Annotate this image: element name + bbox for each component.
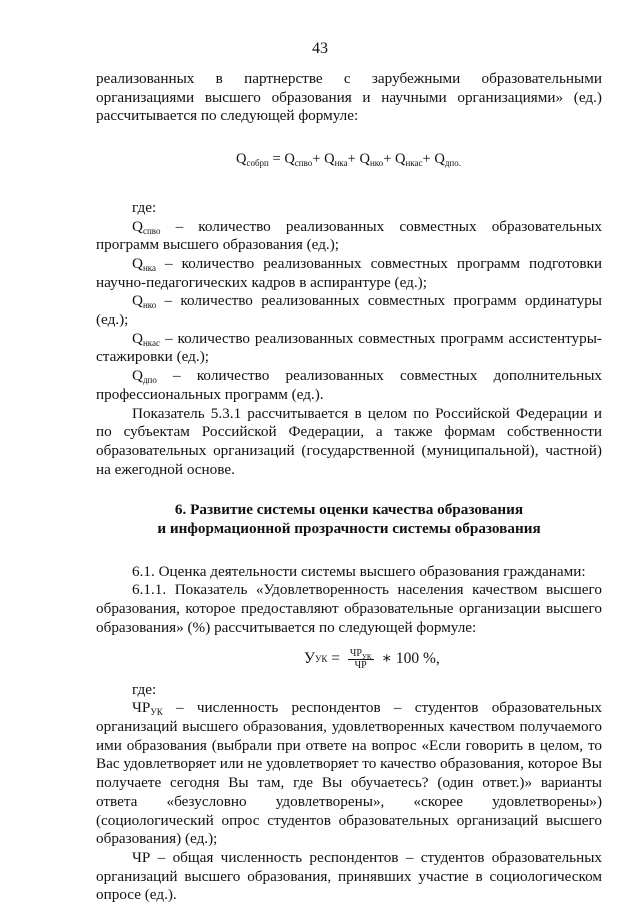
definition-text: – количество реализованных совместных программ подготовки научно-педагогических кадров в аспирантуре (ед.); — [96, 254, 602, 291]
document-body — [96, 70, 602, 905]
definition-symbol-sub: нка — [142, 262, 157, 273]
definition-symbol: Q — [132, 254, 143, 272]
definition-symbol: Q — [132, 367, 143, 385]
formula2-eq: = — [327, 649, 344, 667]
definition-symbol-sub: нкас — [142, 337, 161, 348]
definition-q-nko — [96, 292, 602, 329]
formula-term-sub: нкас — [405, 158, 423, 169]
formula-term-sub: нко — [369, 158, 384, 169]
formula-lhs-sub: собрп — [246, 158, 269, 169]
definition-text: – количество реализованных совместных программ ассистентуры-стажировки (ед.); — [96, 329, 602, 366]
formula-term: Q — [324, 151, 335, 168]
formula-term-sub: нка — [334, 158, 348, 169]
where-label-2: где: — [132, 680, 157, 698]
formula2-numerator — [348, 648, 374, 660]
section-heading-line2: и информационной прозрачности системы образования — [157, 520, 541, 538]
definition-symbol: ЧР — [132, 699, 151, 717]
paragraph-6-1-1: 6.1.1. Показатель «Удовлетворенность населения качеством высшего образования, которое предоставляют образовательные организации высшего образования» (%) рассчитывается по следующей формуле: — [96, 581, 602, 636]
formula2-num-sub: УК — [361, 652, 372, 661]
definition-q-spvo — [96, 218, 602, 255]
definition-symbol-sub: УК — [150, 707, 163, 718]
formula-term: Q — [359, 151, 370, 168]
definition-symbol-sub: нко — [142, 300, 157, 311]
formula-q-sobrp — [96, 150, 602, 169]
formula-term: Q — [284, 151, 295, 168]
definition-symbol: Q — [132, 292, 143, 310]
where-label: где: — [132, 198, 157, 216]
spacer — [96, 539, 602, 563]
formula-term: Q — [434, 151, 445, 168]
formula2-denominator: ЧР — [354, 659, 367, 671]
formula-eq: = — [268, 151, 285, 168]
definition-text: – численность респондентов – студентов образовательных организаций высшего образования, удовлетворенных качеством получаемого ими образования (выбрали при ответе на вопрос «Если говорить в целом, то Вас удовлетворяет или не удовлетворяет то качество образования, которое Вы получаете сегодня Вы там, где Вы обучаетесь? (один ответ.)» варианты ответа «безусловно удовлетворены», «скорее удовлетворены») (социологический опрос студентов образовательных организаций высшего образования) (ед.); — [96, 699, 602, 848]
formula-plus: + — [422, 151, 435, 168]
definition-symbol-sub: спво — [142, 225, 161, 236]
formula-plus: + — [347, 151, 360, 168]
formula-lhs: Q — [236, 151, 247, 168]
definition-q-dpo — [96, 367, 602, 404]
definition-symbol: Q — [132, 217, 143, 235]
page-number: 43 — [312, 40, 328, 57]
formula2-fraction — [348, 648, 374, 671]
formula2-num-text: ЧР — [349, 647, 362, 659]
definition-text: – количество реализованных совместных программ ординатуры (ед.); — [96, 292, 602, 329]
definition-q-nkas — [96, 330, 602, 367]
definition-chr: ЧР – общая численность респондентов – студентов образовательных организаций высшего образования, принявших участие в социологическом опросе (ед.). — [96, 848, 602, 904]
formula-term-sub: спво — [294, 158, 313, 169]
definition-text: – количество реализованных совместных образовательных программ высшего образования (ед.); — [96, 217, 602, 254]
definition-text: – количество реализованных совместных дополнительных профессиональных программ (ед.). — [96, 367, 602, 403]
definition-symbol-sub: дпо — [142, 375, 157, 386]
formula-plus: + — [312, 151, 325, 168]
formula2-rest: ∗ 100 %, — [377, 649, 440, 667]
definition-symbol: Q — [132, 329, 143, 347]
formula-term: Q — [395, 151, 406, 168]
definition-chr-uk — [96, 699, 602, 849]
formula2-lhs: У — [304, 649, 315, 667]
section-heading: 6. Развитие системы оценки качества образования — [174, 501, 524, 519]
formula-u-uk: У УК = $\frac{ЧР_{УК}}{ЧР}$ ∗ 100 %, — [304, 647, 440, 671]
formula-term-sub: дпо. — [444, 158, 461, 169]
definition-q-nka — [96, 255, 602, 292]
paragraph-6-1: 6.1. Оценка деятельности системы высшего образования гражданами: — [132, 562, 586, 580]
intro-paragraph: реализованных в партнерстве с зарубежными образовательными организациями высшего образования и научными организациями» (ед.) рассчитывается по следующей формуле: — [96, 70, 602, 125]
formula-plus: + — [383, 151, 395, 168]
indicator-paragraph: Показатель 5.3.1 рассчитывается в целом по Российской Федерации и по субъектам Российской Федерации, а также формам собственности образовательных организаций (государственной (муниципальной), частной) на ежегодной основе. — [96, 404, 602, 478]
